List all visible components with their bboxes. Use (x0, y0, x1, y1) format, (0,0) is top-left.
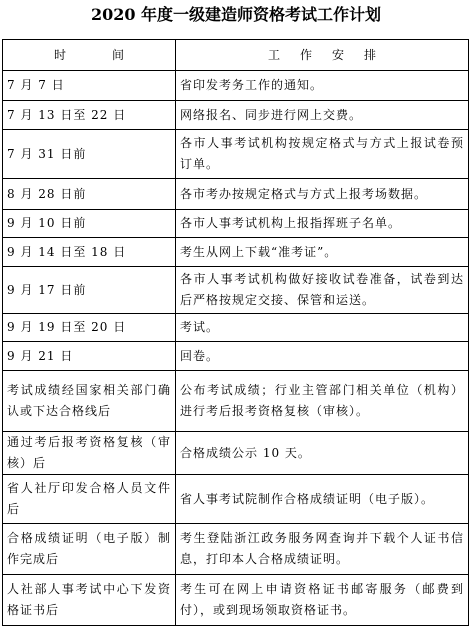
work-cell: 合格成绩公示 10 天。 (176, 432, 469, 475)
time-cell: 9 月 21 日 (3, 342, 176, 371)
table-row (3, 524, 469, 575)
header-work-label: 工作安排 (267, 47, 396, 62)
time-cell: 考试成绩经国家相关部门确认或下达合格线后 (3, 371, 176, 432)
time-cell: 人社部人事考试中心下发资格证书后 (3, 575, 176, 626)
time-cell: 9 月 17 日前 (3, 267, 176, 314)
time-cell: 9 月 19 日至 20 日 (3, 314, 176, 342)
time-cell: 合格成绩证明（电子版）制作完成后 (3, 524, 176, 575)
table-header-row (3, 40, 469, 71)
work-cell: 回卷。 (176, 342, 469, 371)
work-cell: 考生从网上下载“准考证”。 (176, 238, 469, 267)
header-cell-work (176, 40, 469, 71)
page-title: 2020 年度一级建造师资格考试工作计划 (90, 5, 382, 24)
work-cell: 各市人事考试机构按规定格式与方式上报试卷预订单。 (176, 130, 469, 179)
table-row (3, 342, 469, 371)
table-row (3, 432, 469, 475)
header-time-label: 时间 (53, 47, 170, 62)
work-cell: 考生登陆浙江政务服务网查询并下载个人证书信息，打印本人合格成绩证明。 (176, 524, 469, 575)
time-cell: 7 月 7 日 (3, 71, 176, 101)
table-row (3, 314, 469, 342)
time-cell: 省人社厅印发合格人员文件后 (3, 475, 176, 524)
work-plan-table (2, 39, 469, 626)
work-cell: 省人事考试院制作合格成绩证明（电子版）。 (176, 475, 469, 524)
table-row (3, 371, 469, 432)
work-cell: 各市考办按规定格式与方式上报考场数据。 (176, 179, 469, 210)
table-row (3, 101, 469, 130)
table-row (3, 210, 469, 238)
table-row (3, 71, 469, 101)
work-cell: 各市人事考试机构上报指挥班子名单。 (176, 210, 469, 238)
time-cell: 通过考后报考资格复核（审核）后 (3, 432, 176, 475)
time-cell: 7 月 13 日至 22 日 (3, 101, 176, 130)
work-cell: 网络报名、同步进行网上交费。 (176, 101, 469, 130)
work-cell: 省印发考务工作的通知。 (176, 71, 469, 101)
time-cell: 9 月 10 日前 (3, 210, 176, 238)
time-cell: 9 月 14 日至 18 日 (3, 238, 176, 267)
work-cell: 考生可在网上申请资格证书邮寄服务（邮费到付），或到现场领取资格证书。 (176, 575, 469, 626)
time-cell: 7 月 31 日前 (3, 130, 176, 179)
table-row (3, 130, 469, 179)
table-row (3, 475, 469, 524)
table-row (3, 575, 469, 626)
work-cell: 公布考试成绩；行业主管部门相关单位（机构）进行考后报考资格复核（审核）。 (176, 371, 469, 432)
header-cell-time (3, 40, 176, 71)
table-row (3, 267, 469, 314)
table-row (3, 179, 469, 210)
work-cell: 考试。 (176, 314, 469, 342)
work-cell: 各市人事考试机构做好接收试卷准备，试卷到达后严格按规定交接、保管和运送。 (176, 267, 469, 314)
time-cell: 8 月 28 日前 (3, 179, 176, 210)
table-row (3, 238, 469, 267)
